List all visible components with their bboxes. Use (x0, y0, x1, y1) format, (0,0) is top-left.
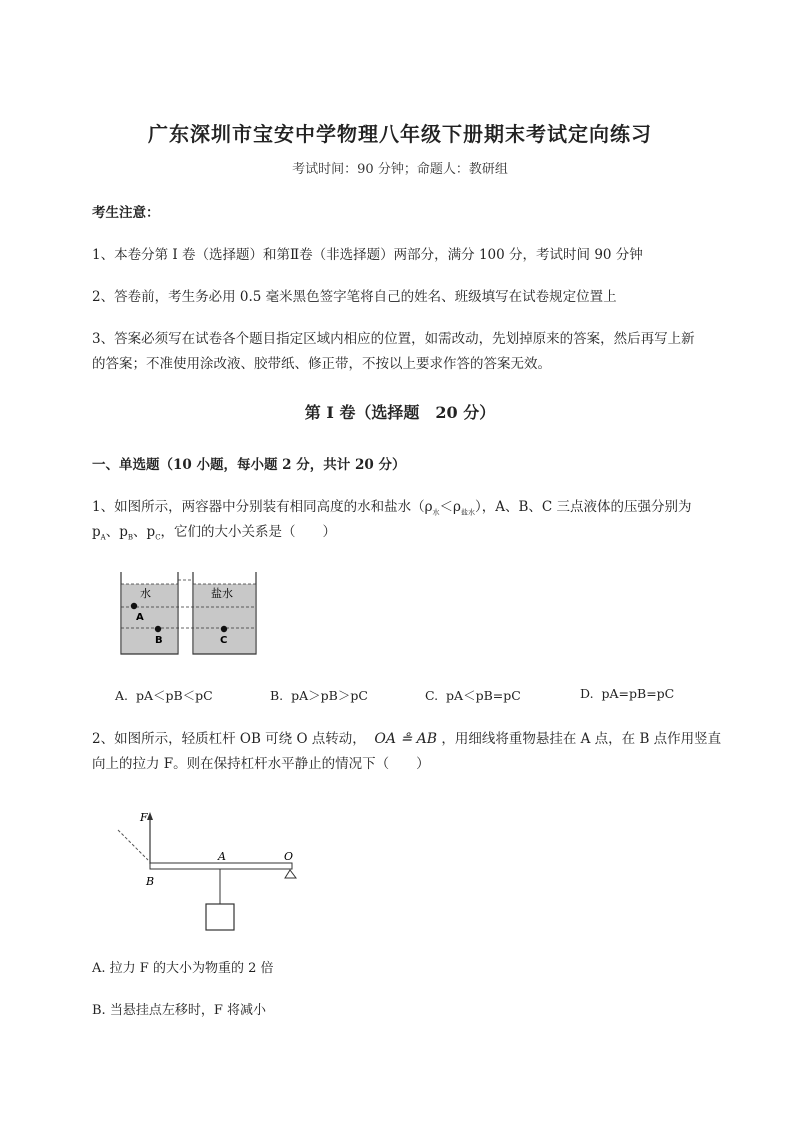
q1-text-line1: 1、如图所示，两容器中分别装有相同高度的水和盐水$(\rho_水<\rho_{盐水})$，A、B、C 三点液体的压强分别为 (92, 499, 692, 517)
label-o: O (284, 850, 294, 863)
page-title: 广东深圳市宝安中学物理八年级下册期末考试定向练习 (148, 122, 652, 146)
page-subtitle: 考试时间：90 分钟；命题人：教研组 (292, 162, 508, 177)
q2-text-line1: 2、如图所示，轻质杠杆 OB 可绕 O 点转动， OA ≗ AB ，用细线将重物悬挂在 A 点，在 B 点作用竖直 (92, 731, 722, 747)
q1-option-a[interactable]: A. pA＜pB＜pC (115, 688, 213, 703)
point-c-dot (221, 626, 227, 632)
notice-item-1: 1、本卷分第 I 卷（选择题）和第Ⅱ卷（非选择题）两部分，满分 100 分，考试时间 90 分钟 (92, 247, 643, 263)
notice-item-2: 2、答卷前，考生务必用 0.5 毫米黑色签字笔将自己的姓名、班级填写在试卷规定位置上 (92, 289, 617, 305)
q2-option-b[interactable]: B. 当悬挂点左移时，F 将减小 (92, 1003, 266, 1018)
q1-option-c[interactable]: C. pA＜pB=pC (425, 688, 521, 703)
label-a: A (218, 850, 226, 863)
label-salt-water: 盐水 (211, 587, 233, 600)
point-a-dot (131, 603, 137, 609)
q1-option-b[interactable]: B. pA＞pB＞pC (270, 688, 368, 703)
label-b: B (146, 875, 155, 888)
notice-item-3: 3、答案必须写在试卷各个题目指定区域内相应的位置，如需改动，先划掉原来的答案，然后再写上新 (92, 331, 695, 347)
notice-item-3-cont: 的答案；不准使用涂改液、胶带纸、修正带，不按以上要求作答的答案无效。 (92, 356, 551, 372)
q2-option-a[interactable]: A. 拉力 F 的大小为物重的 2 倍 (92, 961, 274, 976)
point-a-label: A (136, 612, 144, 623)
label-f: F (140, 811, 148, 824)
q2-formula: OA ≗ AB (374, 731, 438, 747)
q1-option-d[interactable]: D. pA=pB=pC (580, 686, 675, 701)
q1-text-line2: $p_A$、$p_B$、$p_C$，它们的大小关系是（ ） (92, 524, 337, 542)
point-b-dot (155, 626, 161, 632)
label-water: 水 (140, 587, 151, 600)
weight-box (206, 904, 234, 930)
section-title: 第 I 卷（选择题 20 分） (304, 403, 496, 422)
q1-containers-figure (118, 570, 263, 660)
q2-text-line2: 向上的拉力 F。则在保持杠杆水平静止的情况下（ ） (92, 756, 430, 772)
point-c-label: C (220, 635, 228, 646)
point-b-label: B (155, 635, 163, 646)
notice-heading: 考生注意： (92, 205, 160, 221)
part-heading: 一、单选题（10 小题，每小题 2 分，共计 20 分） (92, 457, 406, 473)
q2-lever-figure (110, 808, 310, 938)
